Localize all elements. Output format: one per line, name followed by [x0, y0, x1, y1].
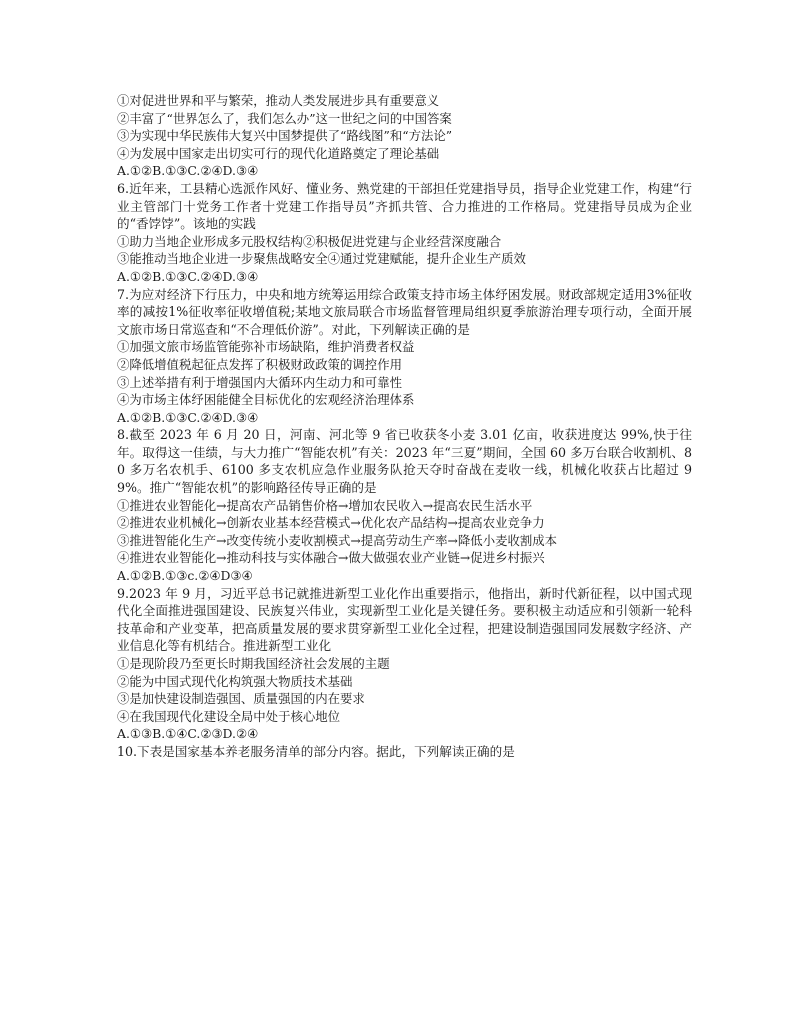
question-5 [117, 92, 692, 180]
question-7 [117, 286, 692, 427]
q7-option-4: ④为市场主体纾困能健全目标优化的宏观经济治理体系 [117, 392, 415, 408]
q6-stem: 6.近年来，工县精心选派作风好、懂业务、熟党建的干部担任党建指导员，指导企业党建工作，构建“行业主管部门十党务工作者十党建工作指导员”齐抓共管、合力推进的工作格局。党建指导员成为企业的“香饽饽”。该地的实践 [117, 180, 692, 232]
q9-stem: 9.2023 年 9 月，习近平总书记就推进新型工业化作出重要指示，他指出，新时代新征程，以中国式现代化全面推进强国建设、民族复兴伟业，实现新型工业化是关键任务。要积极主动适应和引领新一轮科技革命和产业变革，把高质量发展的要求贯穿新型工业化全过程，把建设制造强国同发展数字经济、产业信息化等有机结合。推进新型工业化 [117, 585, 692, 654]
q5-answers: A.①②B.①③C.②④D.③④ [117, 163, 259, 179]
question-8 [117, 426, 692, 584]
question-9 [117, 585, 692, 743]
q7-option-1: ①加强文旅市场监管能弥补市场缺陷，维护消费者权益 [117, 339, 415, 355]
q9-option-1: ①是现阶段乃至更长时期我国经济社会发展的主题 [117, 656, 390, 671]
q9-option-3: ③是加快建设制造强国、质量强国的内在要求 [117, 691, 365, 707]
q10-stem: 10.下表是国家基本养老服务清单的部分内容。据此，下列解读正确的是 [117, 743, 515, 759]
exam-page [117, 92, 692, 761]
q8-option-2: ②推进农业机械化→创新农业基本经营模式→优化农产品结构→提高农业竞争力 [117, 515, 545, 531]
q9-option-4: ④在我国现代化建设全局中处于核心地位 [117, 708, 341, 724]
q9-option-2: ②能为中国式现代化构筑强大物质技术基础 [117, 673, 353, 689]
q8-stem: 8.截至 2023 年 6 月 20 日，河南、河北等 9 省已收获冬小麦 3.01 亿亩，收获进度达 99%,快于往年。取得这一佳绩，与大力推广“智能农机”有关：2023 年“三夏”期间，全国 60 多万台联合收割机、80 多万名农机手、6100 多支农机应急作业服务队抢天夺时奋战在麦收一线，机械化收获占比超过 99%。推广“智能农机”的影响路径传导正确的是 [117, 427, 692, 496]
question-10 [117, 743, 692, 761]
q6-option-1: ①助力当地企业形成多元股权结构②积极促进党建与企业经营深度融合 [117, 233, 502, 249]
q6-option-2: ③能推动当地企业进一步聚焦战略安全④通过党建赋能，提升企业生产质效 [117, 251, 526, 267]
q6-answers: A.①②B.①③C.②④D.③④ [117, 268, 259, 284]
q8-option-3: ③推进智能化生产→改变传统小麦收割模式→提高劳动生产率→降低小麦收割成本 [117, 532, 558, 548]
q7-answers: A.①②B.①③C.②④D.③④ [117, 409, 259, 425]
question-6 [117, 180, 692, 286]
q5-option-1: ①对促进世界和平与繁荣，推动人类发展进步具有重要意义 [117, 93, 440, 108]
q9-answers: A.①③B.①④C.②③D.②④ [117, 726, 259, 742]
q7-stem: 7.为应对经济下行压力，中央和地方统筹运用综合政策支持市场主体纾困发展。财政部规定适用3%征收率的减按1%征收率征收增值税;某地文旅局联合市场监督管理局组织夏季旅游治理专项行动，全面开展文旅市场日常巡查和“不合理低价游”。对此，下列解读正确的是 [117, 286, 692, 337]
q5-option-2: ②丰富了“世界怎么了，我们怎么办”这一世纪之问的中国答案 [117, 110, 452, 126]
q8-answers: A.①②B.①③c.②④D③④ [117, 568, 253, 584]
q7-option-2: ②降低增值税起征点发挥了积极财政政策的调控作用 [117, 356, 402, 372]
q5-option-4: ④为发展中国家走出切实可行的现代化道路奠定了理论基础 [117, 145, 440, 161]
q7-option-3: ③上述举措有利于增强国内大循环内生动力和可靠性 [117, 374, 402, 390]
q5-option-3: ③为实现中华民族伟大复兴中国梦提供了“路线图”和“方法论” [117, 128, 453, 144]
q8-option-4: ④推进农业智能化→推动科技与实体融合→做大做强农业产业链→促进乡村振兴 [117, 550, 545, 566]
q8-option-1: ①推进农业智能化→提高农产品销售价格→增加农民收入→提高农民生活水平 [117, 497, 533, 513]
